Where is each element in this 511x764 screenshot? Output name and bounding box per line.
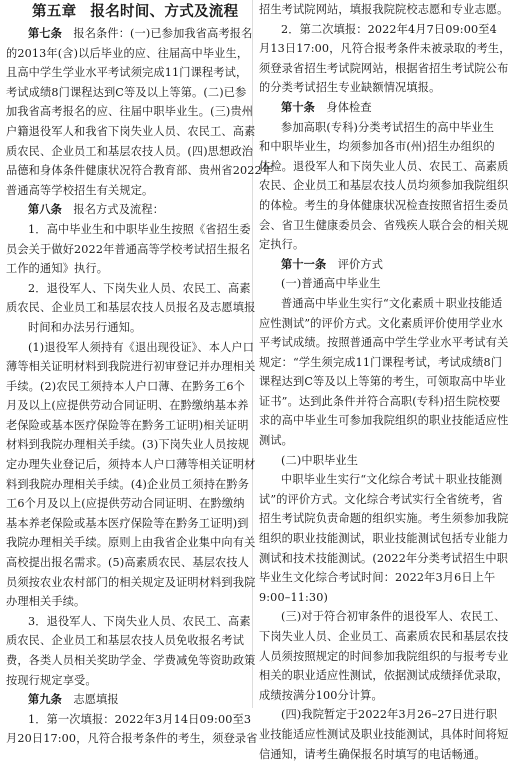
right-column-lines [259, 0, 511, 764]
line-text: 基本养老保险或基本医疗保险等在黔务工证明)到 [6, 516, 249, 530]
text-line [259, 490, 503, 510]
line-text: 体检。退役军人和下岗失业人员、农民工、高素质 [259, 159, 509, 173]
text-line [6, 475, 250, 495]
text-line [259, 588, 499, 608]
text-line [6, 494, 246, 514]
text-line [259, 216, 509, 236]
line-text: 和中职毕业生，均须参加各市(州)招生办组织的 [259, 140, 495, 154]
text-line [259, 20, 499, 40]
text-line [259, 549, 508, 569]
line-text: 材料到我院办理相关手续。(3)下岗失业人员按规 [6, 438, 250, 452]
text-line [6, 44, 249, 64]
text-line [6, 338, 255, 358]
line-text: 月20日17:00，凡符合报考条件的考生，须登录省 [6, 732, 258, 746]
line-text: 相关的职业适应性测试，依据测试成绩择优录取， [259, 669, 509, 683]
text-line [259, 176, 509, 196]
text-line [259, 431, 499, 451]
text-line [6, 220, 251, 240]
text-line [259, 627, 509, 647]
left-column-lines [6, 24, 274, 749]
text-line [6, 651, 256, 671]
article-line [259, 255, 499, 275]
text-line [6, 553, 250, 573]
text-line [6, 279, 251, 299]
line-text: 报名条件：(一)已参加我省高考报名 [73, 27, 253, 40]
text-line [259, 333, 509, 353]
line-text: 2．退役军人、下岗失业人员、农民工、高素 [28, 281, 251, 295]
line-text: 普通高中毕业生实行“文化素质＋职业技能适 [281, 296, 503, 310]
line-text: 按现行规定享受。 [6, 673, 97, 687]
line-text: 时间和办法另行通知。 [28, 320, 142, 334]
line-text: 月13日17:00，凡符合报考条件未被录取的考生， [259, 42, 511, 56]
text-line [6, 357, 256, 377]
line-text: 1．高中毕业生和中职毕业生按照《省招生委 [28, 222, 251, 236]
line-text: 评价方式 [337, 257, 384, 271]
line-text: 9:00–11:30) [259, 590, 328, 604]
line-text: 加我省高考报名的应、往届中职毕业生。(三)贵州 [6, 105, 254, 119]
line-text: 2．第二次填报：2022年4月7日09:00至4 [281, 22, 497, 36]
line-text: 证书”。达到此条件并符合高职(专科)招生院校要 [259, 394, 501, 408]
text-line [259, 686, 499, 706]
text-line [6, 710, 252, 730]
line-text: 月及以上(应提供劳动合同证明、在黔缴纳基本养 [6, 399, 249, 413]
text-line [6, 533, 256, 553]
article-label: 第十一条 [281, 257, 327, 271]
line-text: 课程达到C等及以上等第的考生，可领取高中毕业 [259, 375, 506, 389]
line-text: 中职毕业生实行“文化综合考试＋职业技能测 [281, 473, 503, 487]
article-line [6, 200, 246, 220]
text-line [6, 142, 254, 162]
line-text: 毕业生文化综合考试时间：2022年3月6日上午 [259, 571, 496, 585]
article-line [6, 24, 253, 44]
text-line [259, 274, 499, 294]
line-text: 应性测试”的评价方式。文化素质评价使用学业水 [259, 316, 503, 330]
chapter-heading [6, 0, 246, 24]
line-text: 员会关于做好2022年普通高等学校考试招生报名 [6, 242, 251, 256]
line-text: 报名方式及流程： [73, 203, 165, 217]
right-column [259, 0, 511, 764]
text-line [259, 39, 511, 59]
line-text: 薄等相关证明材料到我院进行初审登记并办理相关 [6, 360, 256, 374]
line-text: (二)中职毕业生 [281, 453, 359, 467]
line-text: 下岗失业人员、企业员工、高素质农民和基层农技 [259, 630, 509, 643]
line-text: 工6个月及以上(应提供劳动合同证明、在黔缴纳 [6, 497, 245, 511]
line-text: 定办理失业登记后，须持本人户口薄等相关证明材 [6, 458, 256, 472]
line-text: 的分类考试招生专业缺额情况填报。 [259, 81, 441, 95]
line-text: 老保险或基本医疗保险等在黔务工证明)相关证明 [6, 418, 249, 432]
text-line [6, 592, 246, 612]
line-text: 测试和技术技能测试。(2022年分类考试招生中职 [259, 551, 508, 565]
line-text: 业技能适应性测试及职业技能测试，具体时间将短 [259, 727, 509, 741]
text-line [6, 318, 246, 338]
article-line [259, 98, 499, 118]
text-line [259, 196, 509, 216]
line-text: 测试。 [259, 434, 294, 448]
text-line [259, 607, 506, 627]
text-line [259, 314, 503, 334]
text-line [6, 396, 249, 416]
text-line [6, 455, 256, 475]
line-text: 成绩按满分100分计算。 [259, 688, 383, 702]
line-text: 普通高等学校招生有关规定。 [6, 183, 154, 197]
text-line [6, 259, 246, 279]
text-line [259, 568, 499, 588]
line-text: 考试成绩8门课程达到C等及以上等第。(二)已参 [6, 85, 247, 99]
line-text: 平考试成绩。按照普通高中学生学业水平考试有关 [259, 336, 509, 350]
text-line [6, 63, 246, 83]
text-line [259, 59, 509, 79]
text-line [6, 729, 258, 749]
text-line [6, 416, 249, 436]
text-line [259, 392, 499, 412]
line-text: 规定：“学生须完成11门课程考试，考试成绩8门 [259, 355, 503, 369]
line-text: (一)普通高中毕业生 [281, 277, 381, 291]
line-text: 参加高职(专科)分类考试招生的高中毕业生 [281, 120, 495, 134]
text-line [259, 705, 499, 725]
text-line [259, 725, 509, 745]
text-line [6, 161, 274, 181]
line-text: 信通知，请考生确保报名时填写的电话畅通。 [259, 747, 486, 761]
article-label: 第九条 [28, 693, 63, 707]
text-line [6, 377, 246, 397]
text-line [259, 451, 499, 471]
line-text: 料到我院办理相关手续。(4)企业员工须持在黔务 [6, 477, 250, 491]
line-text: 高校提出报名需求。(5)高素质农民、基层农技人 [6, 556, 250, 570]
text-line [6, 83, 246, 103]
line-text: 身体检查 [326, 100, 372, 114]
text-line [259, 372, 506, 392]
text-line [259, 137, 499, 157]
line-text: 质农民、企业员工和基层农技人员免收报名考试 [6, 634, 245, 648]
line-text: 组织的职业技能测试，职业技能测试包括专业能力 [259, 532, 509, 546]
text-line [6, 298, 256, 318]
text-line [259, 157, 509, 177]
line-text: (1)退役军人须持有《退出现役证》、本人户口 [28, 340, 255, 354]
text-line [6, 181, 246, 201]
line-text: 品德和身体条件健康状况符合教育部、贵州省2022年 [6, 164, 274, 178]
line-text: 志愿填报 [73, 693, 119, 707]
text-line [6, 631, 246, 651]
line-text: 质农民、企业员工和基层农技人员。(四)思想政治 [6, 144, 254, 158]
line-text: (三)对于符合初审条件的退役军人、农民工、 [281, 610, 506, 624]
line-text: 会、省卫生健康委员会、省残疾人联合会的相关规 [259, 218, 509, 232]
text-line [259, 509, 509, 529]
chapter-title: 报名时间、方式及流程 [90, 4, 239, 20]
text-line [259, 235, 499, 255]
line-text: 定执行。 [259, 238, 305, 252]
text-line [259, 294, 503, 314]
line-text: 的体检。考生的身体健康状况检查按照省招生委员 [259, 198, 509, 212]
line-text: 我院办理相关手续。原则上由我省企业集中向有关 [6, 536, 256, 550]
line-text: 且高中学生学业水平考试须完成11门课程考试， [6, 66, 248, 80]
line-text: 员须按农业农村部门的相关规定及证明材料到我院 [6, 575, 256, 589]
line-text: 质农民、企业员工和基层农技人员报名及志愿填报 [6, 301, 256, 315]
text-line [259, 666, 509, 686]
line-text: 人员须按照规定的时间参加我院组织的与报考专业 [259, 649, 509, 663]
line-text: 求的高中毕业生可参加我院组织的职业技能适应性 [259, 414, 509, 428]
line-text: 3．退役军人、下岗失业人员、农民工、高素 [28, 614, 251, 628]
chapter-number: 第五章 [32, 4, 77, 20]
text-line [259, 529, 509, 549]
text-line [6, 102, 254, 122]
line-text: 办理相关手续。 [6, 595, 86, 609]
article-label: 第七条 [28, 27, 63, 40]
line-text: 须登录省招生考试院网站，根据省招生考试院公布 [259, 61, 509, 75]
text-line [6, 122, 256, 142]
text-line [6, 435, 250, 455]
left-column [6, 0, 274, 749]
text-line [259, 353, 503, 373]
line-text: 1．第一次填报：2022年3月14日09:00至3 [28, 712, 252, 726]
text-line [259, 118, 499, 138]
article-line [6, 690, 246, 710]
line-text: 试”的评价方式。文化综合考试实行全省统考，省 [259, 492, 503, 506]
text-line [6, 240, 251, 260]
line-text: 户籍退役军人和我省下岗失业人员、农民工、高素 [6, 124, 256, 138]
article-label: 第八条 [28, 203, 63, 217]
text-line [6, 573, 256, 593]
text-line [259, 411, 509, 431]
line-text: 招生考试院负责命题的组织实施。考生须参加我院 [259, 512, 509, 526]
text-line [6, 671, 246, 691]
text-line [6, 612, 251, 632]
line-text: 费，各类人员相关奖助学金、学费减免等资助政策 [6, 654, 256, 667]
line-text: 招生考试院网站，填报我院院校志愿和专业志愿。 [259, 3, 509, 16]
text-line [259, 0, 509, 20]
line-text: 的2013年(含)以后毕业的应、往届高中毕业生， [6, 46, 249, 60]
line-text: 工作的通知》执行。 [6, 262, 109, 276]
text-line [259, 745, 499, 764]
line-text: 手续。(2)农民工须持本人户口薄、在黔务工6个 [6, 379, 245, 393]
article-label: 第十条 [281, 100, 316, 114]
line-text: 农民、企业员工和基层农技人员均须参加我院组织 [259, 179, 509, 193]
text-line [259, 647, 509, 667]
text-line [259, 470, 503, 490]
text-line [259, 78, 499, 98]
line-text: (四)我院暂定于2022年3月26–27日进行职 [281, 708, 498, 722]
text-line [6, 514, 249, 534]
